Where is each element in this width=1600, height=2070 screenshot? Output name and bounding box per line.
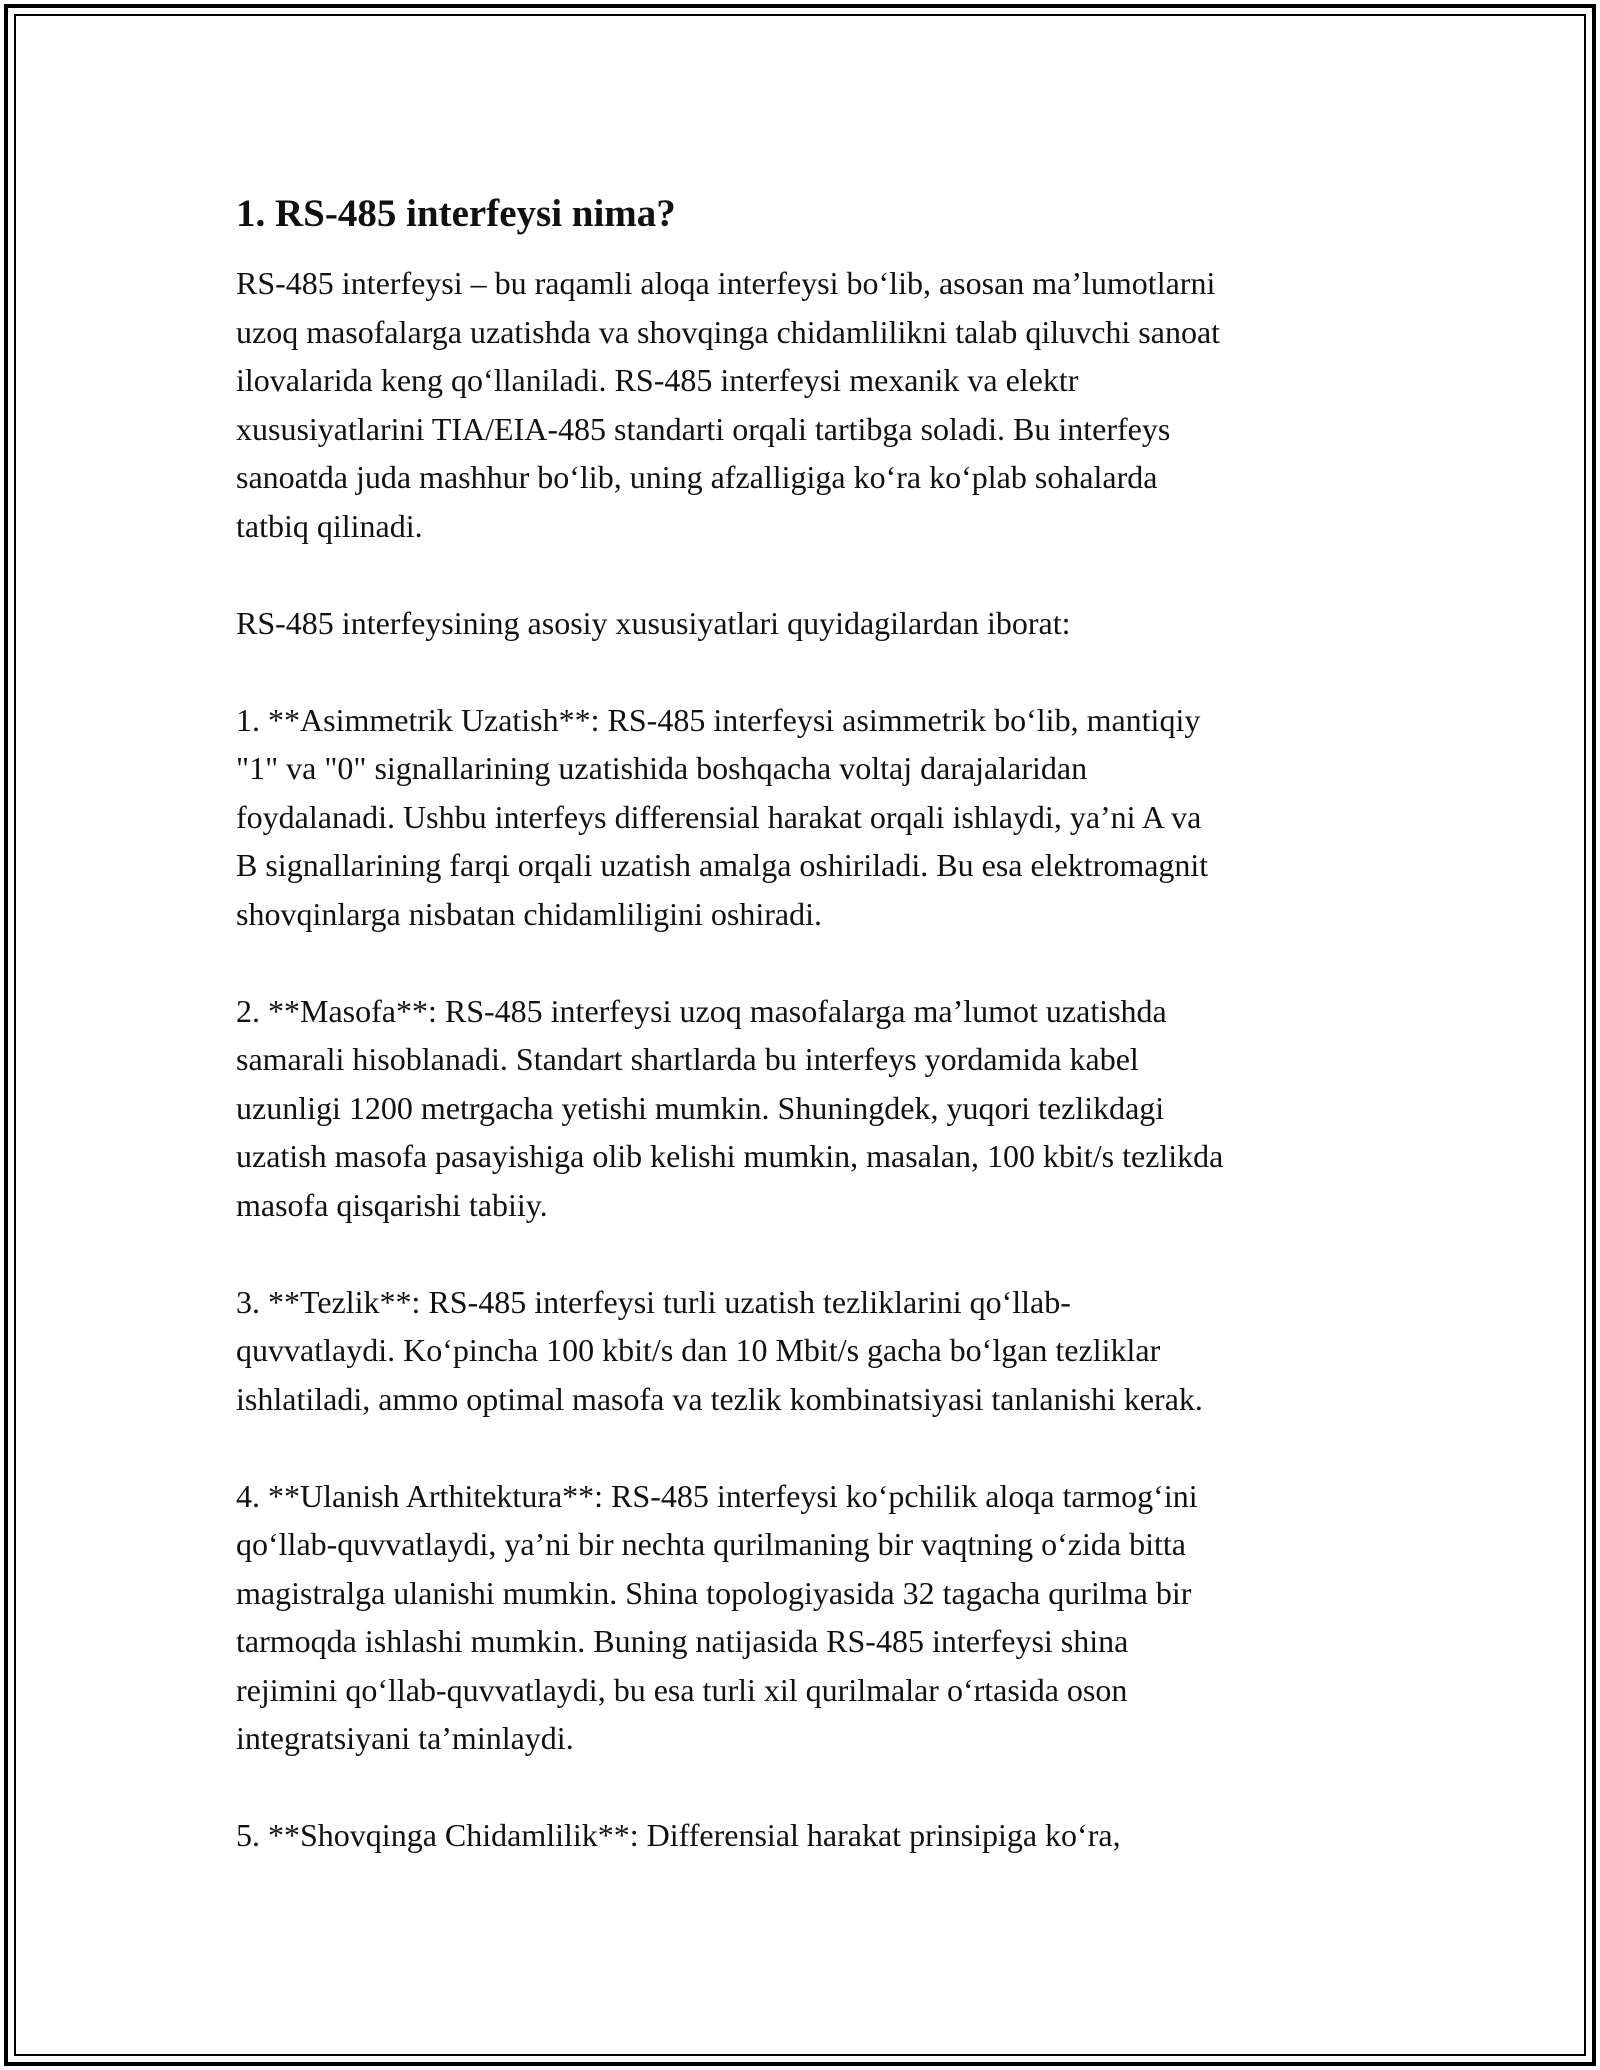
feature-item-noise-immunity: 5. **Shovqinga Chidamlilik**: Differensial harakat prinsipiga ko‘ra,	[236, 1817, 1121, 1853]
feature-item-asymmetric: 1. **Asimmetrik Uzatish**: RS-485 interfeysi asimmetrik bo‘lib, mantiqiy "1" va "0" signallarining uzatishida boshqacha voltaj darajalaridan foydalanadi. Ushbu interfeys differensial harakat orqali ishlaydi, ya’ni A va B signallarining farqi orqali uzatish amalga oshiriladi. Bu esa elektromagnit shovqinlarga nisbatan chidamliligini oshiradi.	[236, 701, 1209, 932]
features-intro-paragraph: RS-485 interfeysining asosiy xususiyatlari quyidagilardan iborat:	[236, 604, 1071, 641]
feature-item-architecture: 4. **Ulanish Arthitektura**: RS-485 interfeysi ko‘pchilik aloqa tarmog‘ini qo‘llab-quvvatlaydi, ya’ni bir nechta qurilmaning bir vaqtning o‘zida bitta magistralga ulanishi mumkin. Shina topologiyasida 32 tagacha qurilma bir tarmoqda ishlashi mumkin. Buning natijasida RS-485 interfeysi shina rejimini qo‘llab-quvvatlaydi, bu esa turli xil qurilmalar o‘rtasida oson integratsiyani ta’minlaydi.	[236, 1477, 1198, 1756]
document-body	[236, 186, 1386, 1860]
section-heading: 1. RS-485 interfeysi nima?	[236, 192, 676, 235]
feature-item-speed: 3. **Tezlik**: RS-485 interfeysi turli uzatish tezliklarini qo‘llab- quvvatlaydi. Ko‘pincha 100 kbit/s dan 10 Mbit/s gacha bo‘lgan tezliklar ishlatiladi, ammo optimal masofa va tezlik kombinatsiyasi tanlanishi kerak.	[236, 1283, 1203, 1417]
feature-item-distance: 2. **Masofa**: RS-485 interfeysi uzoq masofalarga ma’lumot uzatishda samarali hisoblanadi. Standart shartlarda bu interfeys yordamida kabel uzunligi 1200 metrgacha yetishi mumkin. Shuningdek, yuqori tezlikdagi uzatish masofa pasayishiga olib kelishi mumkin, masalan, 100 kbit/s tezlikda masofa qisqarishi tabiiy.	[236, 992, 1224, 1223]
intro-paragraph: RS-485 interfeysi – bu raqamli aloqa interfeysi bo‘lib, asosan ma’lumotlarni uzoq masofalarga uzatishda va shovqinga chidamlilikni talab qiluvchi sanoat ilovalarida keng qo‘llaniladi. RS-485 interfeysi mexanik va elektr xususiyatlarini TIA/EIA-485 standarti orqali tartibga soladi. Bu interfeys sanoatda juda mashhur bo‘lib, uning afzalligiga ko‘ra ko‘plab sohalarda tatbiq qilinadi.	[236, 265, 1221, 544]
